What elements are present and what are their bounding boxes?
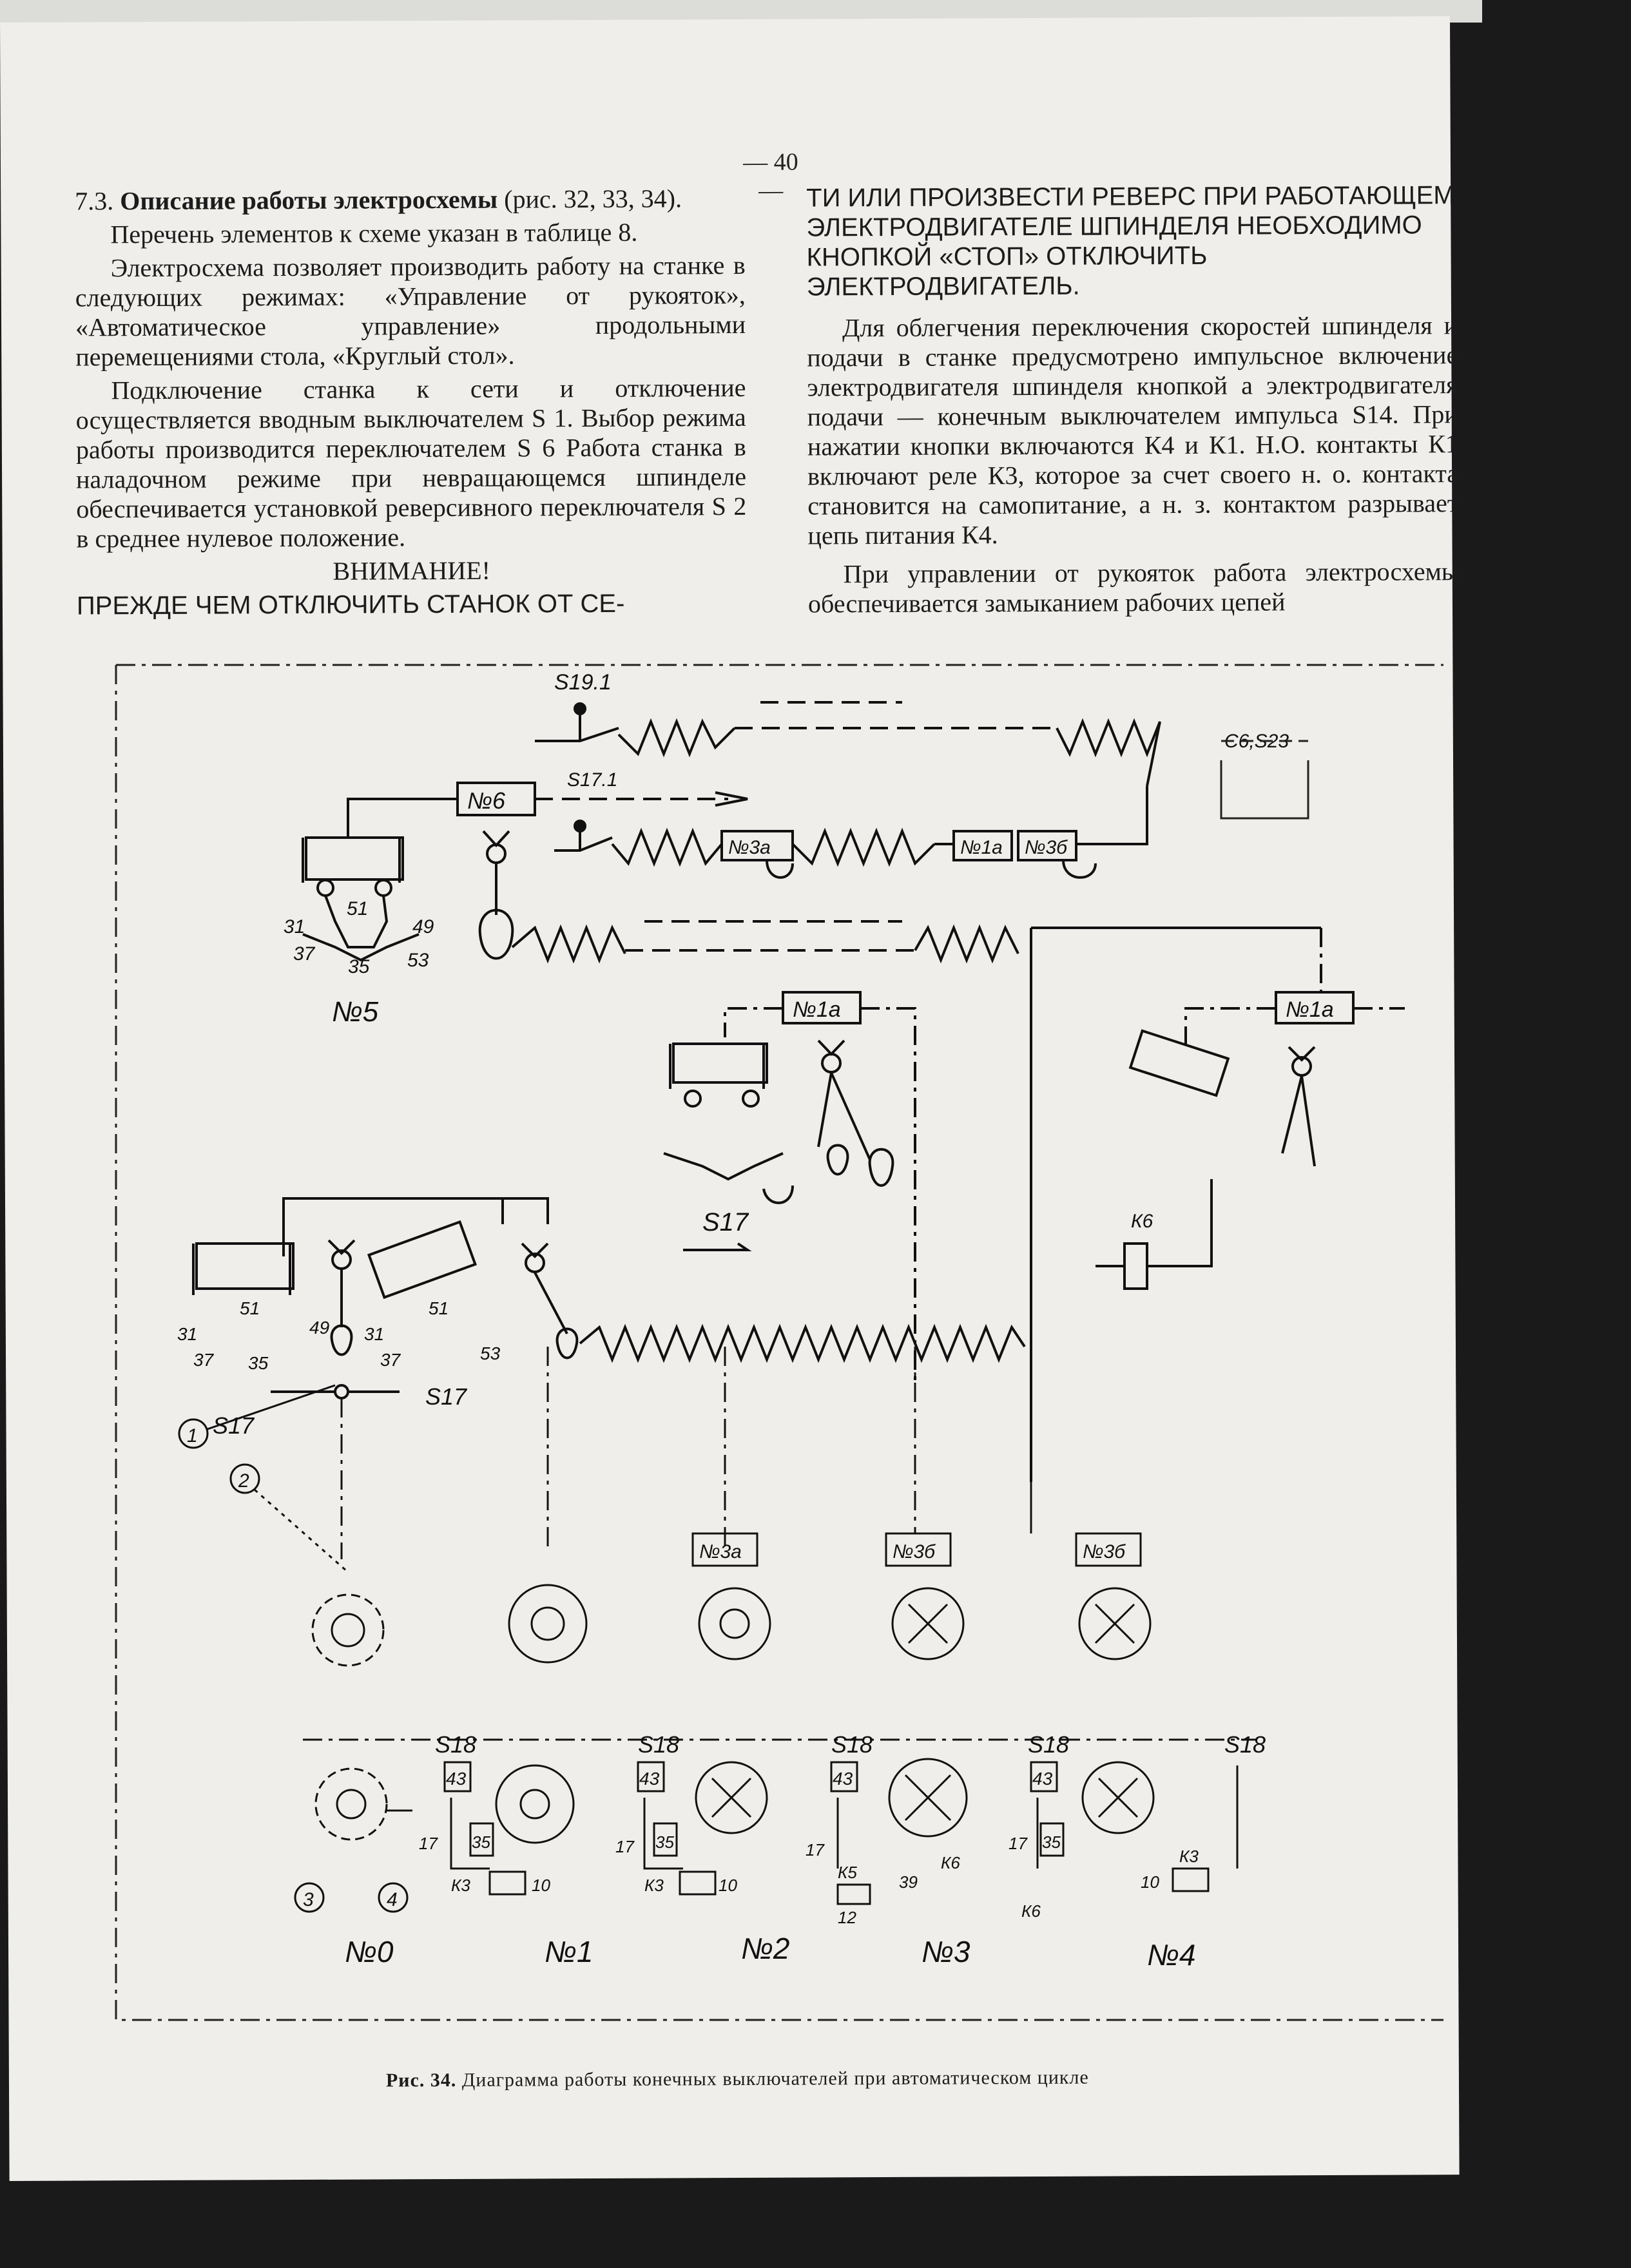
warning-text-continued: ТИ ИЛИ ПРОИЗВЕСТИ РЕВЕРС ПРИ РАБОТАЮЩЕМ ЭЛЕКТРОДВИГАТЕЛЕ ШПИНДЕЛЯ НЕОБХОДИМО КНОПКОЙ «СТОП» ОТКЛЮЧИТЬ ЭЛЕКТРОДВИГАТЕЛЬ. xyxy=(806,181,1455,302)
terminal-35-2: 35 xyxy=(655,1832,674,1852)
contact-37-left: 37 xyxy=(193,1350,214,1370)
terminal-35-4: 35 xyxy=(1042,1832,1061,1852)
relay-label-k3-2: К3 xyxy=(644,1876,664,1895)
terminal-43-4: 43 xyxy=(1032,1769,1053,1789)
section-title: Описание работы электросхемы xyxy=(120,184,498,216)
terminal-43-3: 43 xyxy=(833,1769,853,1789)
position-label-2: №2 xyxy=(741,1932,790,1965)
switch-label-s17-low2: S17 xyxy=(213,1412,255,1439)
section-number: 7.3. xyxy=(75,186,114,216)
document-page xyxy=(0,16,1460,2181)
relay-label-k6-low2: К6 xyxy=(1021,1901,1041,1921)
box-label-c6-s23: С6,S23 xyxy=(1224,731,1289,752)
callout-3: 3 xyxy=(303,1889,314,1910)
position-label-0: №0 xyxy=(345,1935,394,1968)
section-ref: (рис. 32, 33, 34). xyxy=(504,184,682,214)
switch-label-s17-1: S17.1 xyxy=(567,769,618,791)
callout-1: 1 xyxy=(187,1425,198,1446)
paragraph: Электросхема позволяет производить работу на станке в следующих режимах: «Управление от рукояток», «Автоматическое управление» продольными перемещениями стола, «Круглый стол». xyxy=(75,250,746,372)
terminal-17-1: 17 xyxy=(419,1834,438,1853)
contact-31-left2: 31 xyxy=(364,1324,385,1344)
switch-label-s18-1: S18 xyxy=(435,1731,477,1758)
paragraph: При управлении от рукояток работа электросхемы обеспечивается замыканием рабочих цепей xyxy=(807,557,1459,619)
contact-53-left2: 53 xyxy=(480,1343,501,1363)
switch-label-s18-5: S18 xyxy=(1224,1731,1266,1758)
terminal-43-1: 43 xyxy=(446,1769,467,1789)
terminal-35-1: 35 xyxy=(472,1832,490,1852)
contact-31: 31 xyxy=(284,916,305,937)
contact-37: 37 xyxy=(293,943,315,965)
contact-51: 51 xyxy=(347,898,369,919)
switch-label-s17-mid: S17 xyxy=(702,1208,749,1236)
position-label-1: №1 xyxy=(545,1935,594,1968)
switch-label-s17-low1: S17 xyxy=(425,1383,467,1410)
switch-label-s19: S19.1 xyxy=(554,670,612,695)
box-label-3b-low2: №3б xyxy=(1083,1541,1126,1562)
box-label-3b-low1: №3б xyxy=(893,1541,936,1562)
contact-53: 53 xyxy=(407,950,429,971)
callout-2: 2 xyxy=(238,1470,249,1492)
terminal-10-4: 10 xyxy=(1141,1872,1159,1892)
position-label-3: №3 xyxy=(922,1935,970,1968)
figure-caption-text: Диаграмма работы конечных выключателей при автоматическом цикле xyxy=(461,2066,1089,2091)
box-label-1a-top: №1а xyxy=(960,837,1003,858)
relay-label-k3-1: К3 xyxy=(451,1876,470,1895)
contact-51-left2: 51 xyxy=(429,1298,449,1318)
box-label-3b-top: №3б xyxy=(1025,837,1068,858)
left-text-column xyxy=(75,184,747,625)
paragraph: Подключение станка к сети и отключение осуществляется вводным выключателем S 1. Выбор режима работы производится переключателем S 6 Работа станка в наладочном режиме при невращающемся шпинделе обеспечивается установкой реверсивного переключателя S 2 в среднее нулевое положение. xyxy=(75,372,747,553)
terminal-43-2: 43 xyxy=(639,1769,660,1789)
contact-37-left2: 37 xyxy=(380,1350,401,1370)
paragraph: Для облегчения переключения скоростей шпинделя и подачи в станке предусмотрено импульсное включение электродвигателя шпинделя кнопкой а электродвигателя подачи — конечным выключателем импульса S14. При нажатии кнопки включаются К4 и К1. Н.О. контакты К1 включают реле К3, которое за счет своего н. о. контакта становится на самопитание, а н. з. контактом разрывает цепь питания К4. xyxy=(807,311,1459,550)
terminal-12: 12 xyxy=(838,1908,856,1927)
contact-51-left: 51 xyxy=(240,1298,260,1318)
page-number: — 40 — xyxy=(743,148,798,204)
contact-49: 49 xyxy=(412,916,434,937)
terminal-17-4: 17 xyxy=(1009,1834,1027,1853)
box-label-6: №6 xyxy=(467,787,506,814)
section-heading xyxy=(75,184,745,216)
contact-31-left: 31 xyxy=(177,1324,198,1344)
position-label-5: №5 xyxy=(332,996,379,1028)
switch-label-s18-3: S18 xyxy=(831,1731,873,1758)
box-label-3a-low: №3а xyxy=(699,1541,742,1562)
box-label-3a-top: №3а xyxy=(728,837,771,858)
figure-label: Рис. 34. xyxy=(385,2069,457,2091)
box-label-1a-right: №1а xyxy=(1286,997,1334,1022)
contact-35: 35 xyxy=(348,956,370,977)
warning-heading: ВНИМАНИЕ! xyxy=(333,555,491,586)
terminal-17-2: 17 xyxy=(615,1837,634,1856)
position-label-4: №4 xyxy=(1147,1938,1196,1972)
right-text-column xyxy=(806,180,1459,622)
terminal-10-2: 10 xyxy=(719,1876,737,1895)
terminal-39: 39 xyxy=(899,1872,918,1892)
contact-35-left: 35 xyxy=(248,1353,269,1373)
box-label-1a-mid: №1а xyxy=(793,997,841,1022)
relay-label-k6-low: К6 xyxy=(941,1853,960,1872)
warning-text: ПРЕЖДЕ ЧЕМ ОТКЛЮЧИТЬ СТАНОК ОТ СЕ- xyxy=(76,589,625,620)
callout-4: 4 xyxy=(387,1889,398,1910)
switch-label-s18-2: S18 xyxy=(638,1731,680,1758)
paragraph: Перечень элементов к схеме указан в таблице 8. xyxy=(110,217,638,249)
relay-label-k5: К5 xyxy=(838,1863,857,1882)
terminal-17-3: 17 xyxy=(806,1840,824,1860)
switch-label-s18-4: S18 xyxy=(1028,1731,1070,1758)
relay-label-k6-top: К6 xyxy=(1131,1211,1153,1232)
relay-label-k3-4: К3 xyxy=(1179,1847,1199,1866)
figure-caption xyxy=(386,2066,1353,2092)
terminal-10-1: 10 xyxy=(532,1876,550,1895)
contact-49-left: 49 xyxy=(309,1318,330,1338)
